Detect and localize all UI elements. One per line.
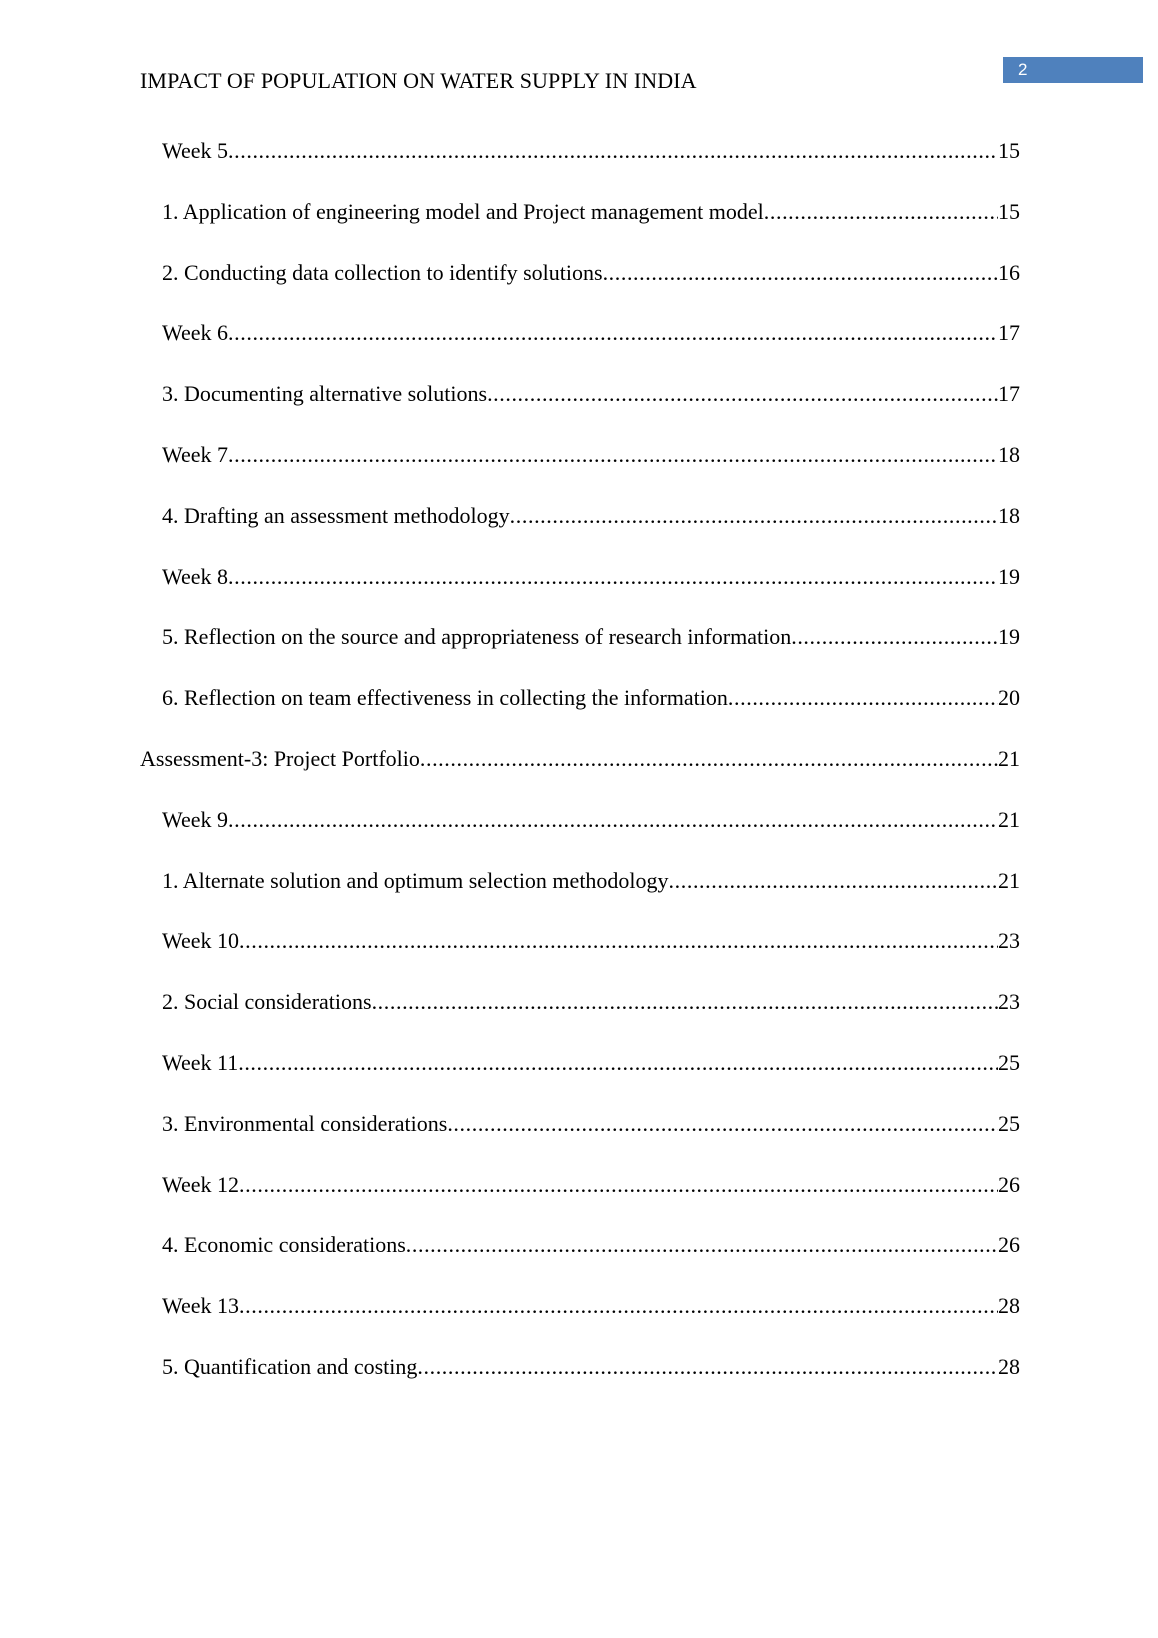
page-number: 2 [1018,60,1028,79]
toc-entry-page: 21 [998,746,1020,771]
toc-entry-page: 21 [998,867,1020,893]
toc-entry-page: 28 [998,1354,1020,1379]
toc-entry-week-7[interactable] [162,440,1020,470]
toc-dot-leader [228,805,998,835]
toc-entry-data-collection[interactable] [162,258,1020,288]
toc-entry-reflection-team[interactable] [162,683,1020,713]
toc-entry-page: 26 [998,1232,1020,1258]
toc-entry-week-6[interactable] [162,318,1020,348]
toc-entry-page: 15 [998,138,1020,163]
toc-entry-label: 6. Reflection on team effectiveness in collecting the information [162,685,728,711]
toc-entry-label: Week 8 [162,563,229,589]
toc-entry-reflection-research[interactable] [162,622,1020,652]
toc-dot-leader [228,318,998,348]
toc-entry-label: Week 11 [162,1050,239,1075]
toc-entry-environmental-considerations[interactable] [162,1109,1020,1139]
toc-dot-leader [728,683,998,713]
toc-entry-page: 20 [998,685,1020,711]
toc-entry-documenting-alternatives[interactable] [162,379,1020,409]
toc-entry-label: 2. Conducting data collection to identify solutions [162,259,603,285]
toc-entry-week-12[interactable] [162,1170,1020,1200]
toc-entry-page: 23 [998,989,1020,1015]
toc-dot-leader [239,926,998,956]
toc-entry-quantification-costing[interactable] [162,1352,1020,1382]
toc-entry-label: 4. Economic considerations [162,1232,406,1258]
toc-entry-label: 1. Alternate solution and optimum selection methodology [162,867,669,893]
toc-dot-leader [238,1048,998,1078]
toc-entry-label: Week 7 [162,442,229,467]
toc-entry-label: 1. Application of engineering model and Project management model [162,198,764,224]
toc-entry-page: 28 [998,1293,1020,1319]
toc-entry-week-11[interactable] [162,1048,1020,1078]
toc-entry-assessment-3[interactable] [140,744,1020,774]
toc-entry-label: Week 6 [162,320,229,346]
toc-dot-leader [228,136,998,166]
toc-entry-page: 25 [998,1050,1020,1075]
toc-entry-label: 5. Quantification and costing [162,1354,418,1379]
toc-entry-alternate-solution[interactable] [162,866,1020,896]
toc-entry-page: 25 [998,1110,1020,1136]
toc-dot-leader [228,562,998,592]
toc-entry-social-considerations[interactable] [162,987,1020,1017]
toc-entry-label: Assessment-3: Project Portfolio [140,746,420,771]
toc-entry-label: 4. Drafting an assessment methodology [162,502,510,528]
toc-entry-label: 5. Reflection on the source and appropriateness of research information [162,624,792,650]
toc-dot-leader [417,1352,998,1382]
toc-dot-leader [420,744,998,774]
toc-entry-application-of-models[interactable] [162,197,1020,227]
toc-entry-label: 2. Social considerations [162,989,372,1015]
toc-entry-week-9[interactable] [162,805,1020,835]
toc-entry-page: 17 [998,381,1020,407]
toc-entry-week-5[interactable] [162,136,1020,166]
toc-dot-leader [764,197,998,227]
toc-entry-page: 15 [998,198,1020,224]
toc-dot-leader [669,866,998,896]
toc-entry-page: 26 [998,1171,1020,1197]
toc-dot-leader [239,1291,998,1321]
toc-entry-week-13[interactable] [162,1291,1020,1321]
toc-entry-page: 19 [998,563,1020,589]
toc-entry-page: 18 [998,442,1020,467]
toc-dot-leader [791,622,998,652]
toc-entry-label: 3. Documenting alternative solutions [162,381,488,407]
toc-entry-page: 18 [998,502,1020,528]
toc-entry-label: Week 10 [162,928,240,954]
toc-entry-page: 19 [998,624,1020,650]
toc-entry-label: Week 13 [162,1293,240,1319]
toc-dot-leader [239,1170,998,1200]
toc-entry-page: 21 [998,806,1020,832]
toc-entry-week-10[interactable] [162,926,1020,956]
toc-entry-label: 3. Environmental considerations [162,1110,448,1136]
toc-entry-label: Week 5 [162,138,229,163]
toc-dot-leader [510,501,998,531]
toc-entry-label: Week 12 [162,1171,240,1197]
toc-entry-week-8[interactable] [162,562,1020,592]
toc-dot-leader [487,379,998,409]
toc-dot-leader [372,987,998,1017]
toc-dot-leader [406,1230,998,1260]
page-number-badge [1003,57,1143,83]
toc-dot-leader [447,1109,998,1139]
toc-dot-leader [603,258,998,288]
toc-entry-page: 23 [998,928,1020,954]
toc-entry-page: 17 [998,320,1020,346]
toc-entry-economic-considerations[interactable] [162,1230,1020,1260]
toc-entry-page: 16 [998,259,1020,285]
toc-entry-label: Week 9 [162,806,229,832]
toc-entry-assessment-methodology[interactable] [162,501,1020,531]
running-header-title: IMPACT OF POPULATION ON WATER SUPPLY IN INDIA [140,68,697,93]
toc-dot-leader [228,440,998,470]
